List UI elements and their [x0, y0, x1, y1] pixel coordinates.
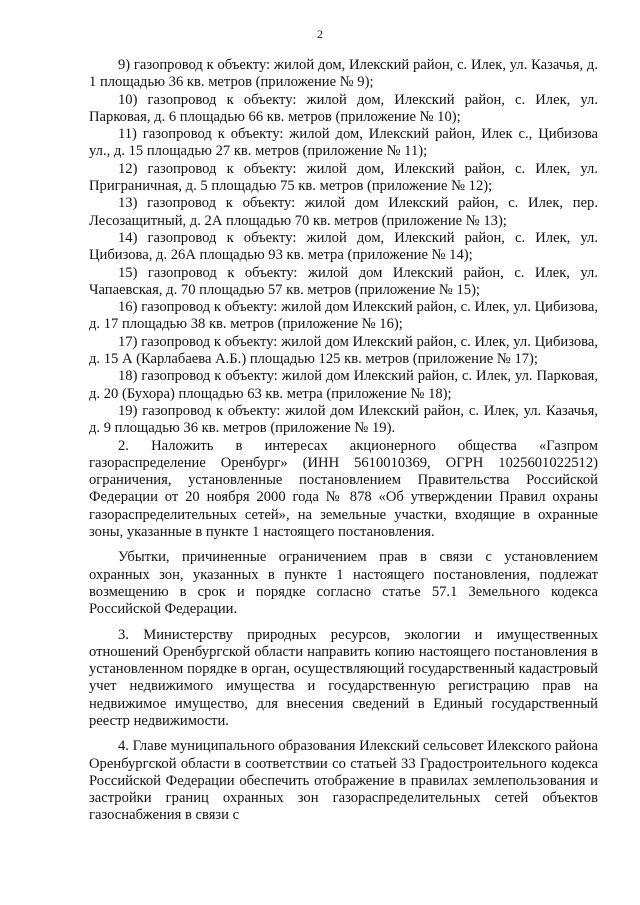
- list-item-17: 17) газопровод к объекту: жилой дом Илекский район, с. Илек, ул. Цибизова, д. 15 А (Карлабаева А.Б.) площадью 125 кв. метров (приложение № 17);: [89, 333, 598, 368]
- page-number: 2: [317, 27, 323, 41]
- list-item-19: 19) газопровод к объекту: жилой дом Илекский район, с. Илек, ул. Казачья, д. 9 площадью 36 кв. метров (приложение № 19).: [89, 402, 598, 437]
- paragraph-2: 2. Наложить в интересах акционерного общества «Газпром газораспределение Оренбург» (ИНН 5610010369, ОГРН 1025601022512) ограничения, установленные постановлением Правительства Российской Федерации от 20 ноября 2000 года № 878 «Об утверждении Правил охраны газораспределительных сетей», на земельные участки, входящие в охранные зоны, указанные в пункте 1 настоящего постановления.: [89, 437, 598, 541]
- list-item-10: 10) газопровод к объекту: жилой дом, Илекский район, с. Илек, ул. Парковая, д. 6 площадью 66 кв. метров (приложение № 10);: [89, 91, 598, 125]
- paragraph-2-losses: Убытки, причиненные ограничением прав в связи с установлением охранных зон, указанных в пункте 1 настоящего постановления, подлежат возмещению в срок и порядке согласно статье 57.1 Земельного кодекса Российской Федерации.: [89, 549, 598, 618]
- list-item-16: 16) газопровод к объекту: жилой дом Илекский район, с. Илек, ул. Цибизова, д. 17 площадью 38 кв. метров (приложение № 16);: [89, 299, 598, 333]
- list-item-14: 14) газопровод к объекту: жилой дом, Илекский район, с. Илек, ул. Цибизова, д. 26А площадью 93 кв. метра (приложение № 14);: [89, 229, 598, 264]
- list-item-15: 15) газопровод к объекту: жилой дом Илекский район, с. Илек, ул. Чапаевская, д. 70 площадью 57 кв. метров (приложение № 15);: [89, 264, 598, 298]
- list-item-12: 12) газопровод к объекту: жилой дом, Илекский район, с. Илек, ул. Приграничная, д. 5 площадью 75 кв. метров (приложение № 12);: [89, 160, 598, 195]
- list-item-13: 13) газопровод к объекту: жилой дом Илекский район, с. Илек, пер. Лесозащитный, д. 2А площадью 70 кв. метров (приложение № 13);: [89, 195, 598, 229]
- paragraph-4: 4. Главе муниципального образования Илекский сельсовет Илекского района Оренбургской области в соответствии со статьей 33 Градостроительного кодекса Российской Федерации обеспечить отображение в правилах землепользования и застройки границ охранных зон газораспределительных сетей объектов газоснабжения в связи с: [89, 738, 598, 824]
- list-item-11: 11) газопровод к объекту: жилой дом, Илекский район, Илек с., Цибизова ул., д. 15 площадью 27 кв. метров (приложение № 11);: [89, 126, 598, 160]
- document-body: [89, 57, 598, 825]
- paragraph-3: 3. Министерству природных ресурсов, экологии и имущественных отношений Оренбургской области направить копию настоящего постановления в установленном порядке в орган, осуществляющий государственный кадастровый учет недвижимого имущества и государственную регистрацию прав на недвижимое имущество, для внесения сведений в Единый государственный реестр недвижимости.: [89, 626, 598, 729]
- list-item-18: 18) газопровод к объекту: жилой дом Илекский район, с. Илек, ул. Парковая, д. 20 (Бухора) площадью 63 кв. метра (приложение № 18);: [89, 368, 598, 402]
- list-item-9: 9) газопровод к объекту: жилой дом, Илекский район, с. Илек, ул. Казачья, д. 1 площадью 36 кв. метров (приложение № 9);: [89, 57, 598, 91]
